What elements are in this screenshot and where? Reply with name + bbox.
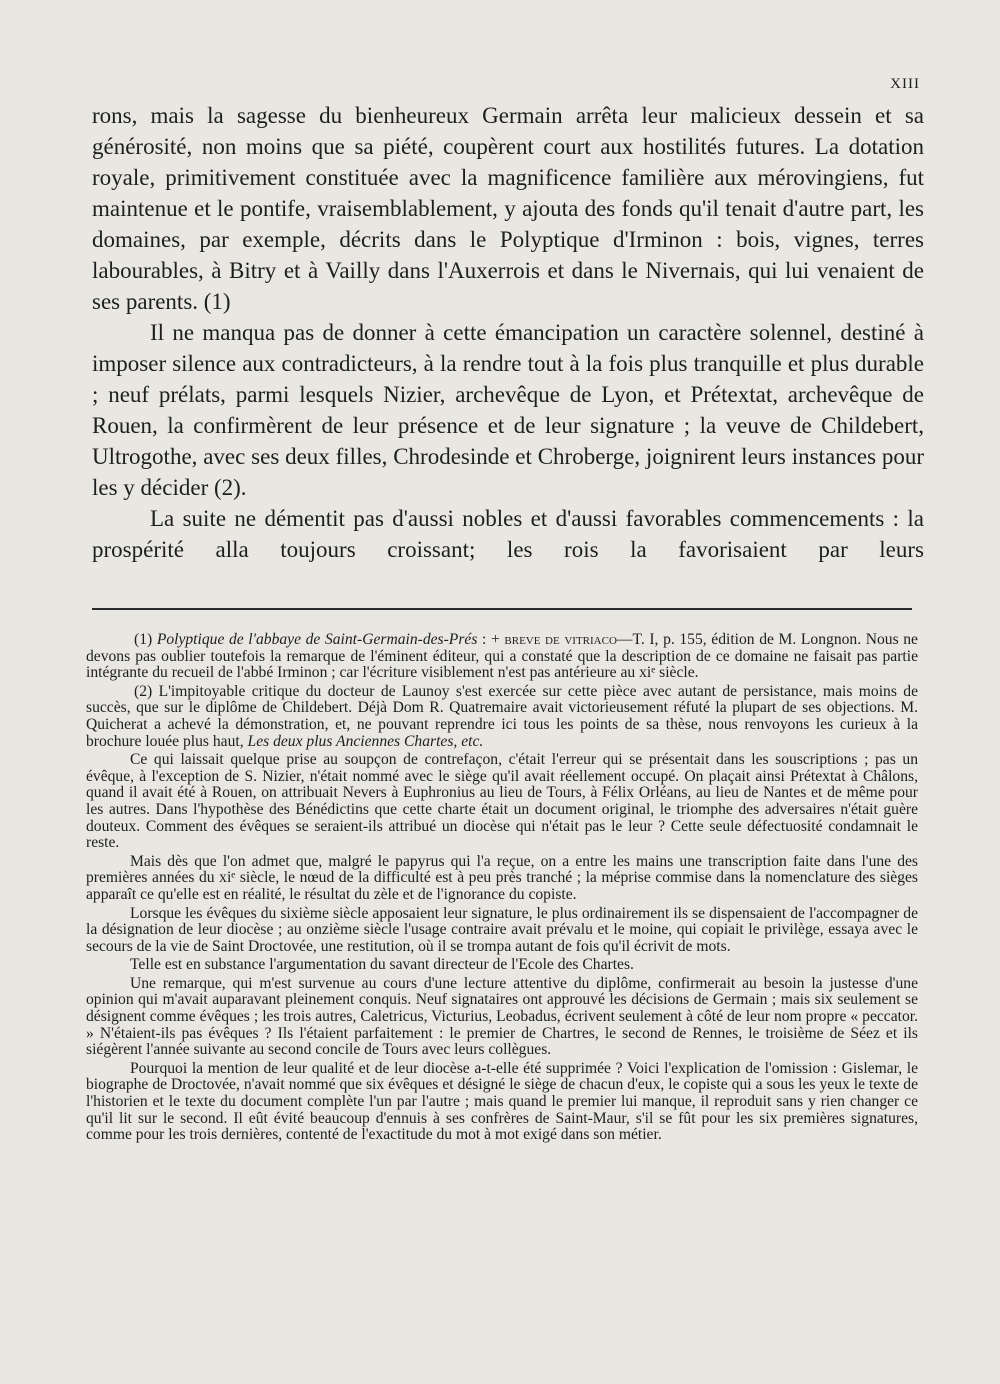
footnote-ref: : + bbox=[482, 631, 505, 648]
footnote-book-title: Les deux plus Anciennes Chartes, etc. bbox=[247, 732, 484, 750]
footnote-paragraph: Lorsque les évêques du sixième siècle apposaient leur signature, le plus ordinairement ils se dispensaient de l'accompagner de la désignation de leur diocèse ; au onzième siècle l'usage contraire avait prévalu et le moine, qui copiait le privilège, essaya avec le secours de la vie de Saint Droctovée, une restitution, où il se trompa autant de fois qu'il écrivit de mots. bbox=[86, 904, 918, 955]
body-paragraph: Il ne manqua pas de donner à cette émancipation un caractère solennel, destiné à imposer silence aux contradicteurs, à la rendre tout à la fois plus tranquille et plus durable ; neuf prélats, parmi lesquels Nizier, archevêque de Lyon, et Prétextat, archevêque de Rouen, la confirmèrent de leur présence et de leur signature ; la veuve de Childebert, Ultrogothe, avec ses deux filles, Chrodesinde et Chroberge, joignirent leurs instances pour les y décider (2). bbox=[92, 320, 924, 500]
footnote-paragraph: Ce qui laissait quelque prise au soupçon de contrefaçon, c'était l'erreur qui se présentait dans les souscriptions ; pas un évêque, à l'exception de S. Nizier, n'était nommé avec le siège qu'il avait réellement occupé. On plaçait ainsi Prétextat à Châlons, quand il avait été à Rouen, on attribuait Nevers à Euphronius au lieu de Tours, à Félix Orléans, au lieu de Nantes et de même pour les autres. Dans l'hypothèse des Bénédictins que cette charte était un document original, le triomphe des adversaires n'était guère douteux. Comment des évêques se seraient-ils attribué un diocèse qui n'était pas le leur ? Cette seule défectuosité condamnait le reste. bbox=[86, 751, 918, 852]
body-paragraph: La suite ne démentit pas d'aussi nobles et d'aussi favorables commencements : la prospérité alla toujours croissant; les rois la favorisaient par leurs bbox=[92, 506, 924, 562]
footnote-title: Polyptique de l'abbaye de Saint-Germain-des-Prés bbox=[156, 631, 478, 648]
footnote-paragraph: Une remarque, qui m'est survenue au cours d'une lecture attentive du diplôme, confirmerait au besoin la justesse d'une opinion qui m'avait auparavant pleinement conquis. Neuf signataires ont approuvé les décisions de Germain ; mais six seulement se désignent comme évêques ; les trois autres, Caletricus, Victurius, Leobadus, écrivent seulement à côté de leur nom propre « peccator. » N'étaient-ils pas évêques ? Ils l'étaient parfaitement : le premier de Chartres, le second de Rennes, le troisième de Séez et ils siégèrent l'année suivante au second concile de Tours avec leurs collègues. bbox=[86, 974, 918, 1059]
footnote-paragraph: Telle est en substance l'argumentation du savant directeur de l'Ecole des Chartes. bbox=[130, 956, 634, 974]
footnote-text: L'impitoyable critique du docteur de Launoy s'est exercée sur cette pièce avec autant de persistance, mais moins de succès, que sur le diplôme de Childebert. Déjà Dom R. Quatremaire avait victorieusement réfuté la plupart de ses objections. M. Quicherat a achevé la démonstration, et, ne pouvant reprendre ici tous les points de sa thèse, nous renvoyons les curieux à la brochure louée plus haut, bbox=[86, 682, 918, 750]
page-number: XIII bbox=[890, 76, 920, 92]
footnote-2 bbox=[86, 684, 918, 750]
footnote-paragraph: Mais dès que l'on admet que, malgré le papyrus qui l'a reçue, on a entre les mains une transcription faite dans l'une des premières années du xiᵉ siècle, le nœud de la difficulté est à peu près tranché ; la méprise commise dans la nomenclature des sièges apparaît ce qu'elle est en réalité, le résultat du zèle et de l'ignorance du copiste. bbox=[86, 852, 918, 903]
footnote-mark: (1) bbox=[134, 631, 153, 648]
main-text bbox=[92, 100, 924, 565]
footnotes bbox=[86, 632, 918, 1146]
footnote-breve: breve de vitriaco bbox=[504, 631, 617, 648]
footnote-text: —T. I, p. 155, édition de M. Longnon. Nous ne devons pas oublier toutefois la remarque de l'éminent éditeur, qui a constaté que la description de ce domaine ne faisait pas partie intégrante du recueil de l'abbé Irminon ; car l'écriture visiblement n'est pas antérieure au xiᵉ siècle. bbox=[86, 631, 918, 682]
footnote-divider bbox=[92, 608, 912, 610]
footnote-1 bbox=[86, 632, 918, 682]
footnote-mark: (2) bbox=[134, 682, 153, 700]
body-paragraph: rons, mais la sagesse du bienheureux Germain arrêta leur malicieux dessein et sa générosité, non moins que sa piété, coupèrent court aux hostilités futures. La dotation royale, primitivement constituée avec la magnificence familière aux mérovingiens, fut maintenue et le pontife, vraisemblablement, y ajouta des fonds qu'il tenait d'autre part, les domaines, par exemple, décrits dans le Polyptique d'Irminon : bois, vignes, terres labourables, à Bitry et à Vailly dans l'Auxerrois et dans le Nivernais, qui lui venaient de ses parents. (1) bbox=[92, 103, 924, 314]
footnote-paragraph: Pourquoi la mention de leur qualité et de leur diocèse a-t-elle été supprimée ? Voici l'explication de l'omission : Gislemar, le biographe de Droctovée, n'avait nommé que six évêques et désigné le siège de chacun d'eux, le copiste qui a sous les yeux le texte de l'historien et le texte du document complète l'un par l'autre ; mais quand le premier lui manque, il reproduit sans y rien changer ce qu'il lit sur le second. Il eût évité beaucoup d'ennuis à ses confrères de Saint-Maur, s'il se fût pour les six premières signatures, comme pour les trois dernières, contenté de l'exactitude du mot à mot exigé dans son métier. bbox=[86, 1059, 918, 1144]
